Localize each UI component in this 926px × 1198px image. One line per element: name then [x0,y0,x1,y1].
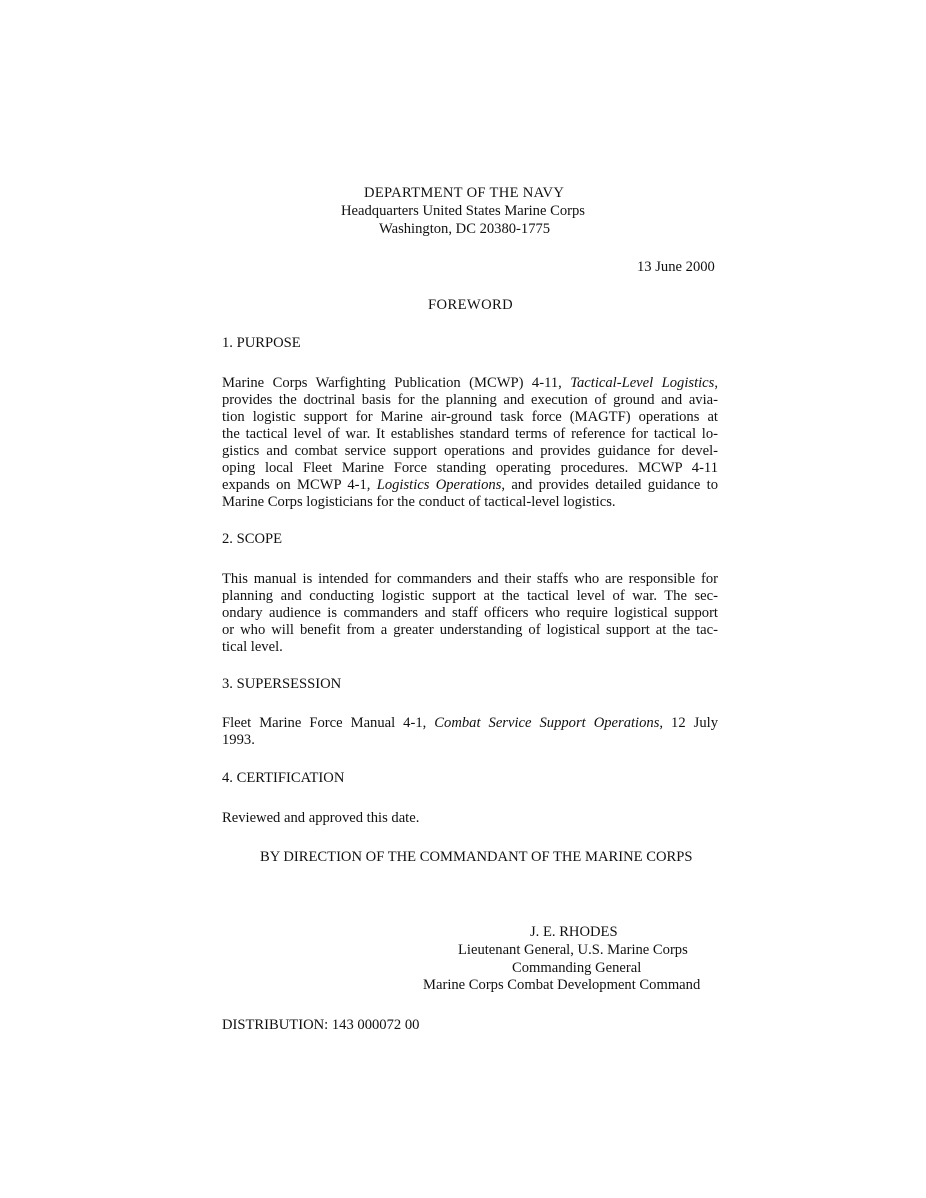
purpose-heading: 1. PURPOSE [222,335,301,351]
purpose-line-6 [222,460,718,478]
purpose-line-1-end: , [714,375,718,391]
purpose-line-4 [222,426,718,444]
scope-line-5: tical level. [222,639,283,655]
purpose-line-8 [222,494,718,512]
purpose-line-5-text: gistics and combat service support operations and provides guidance for devel- [222,443,718,459]
letterhead-headquarters: Headquarters United States Marine Corps [341,203,585,219]
certification-heading: 4. CERTIFICATION [222,770,345,786]
scope-line-1: This manual is intended for commanders and their staffs who are responsible for [222,571,718,587]
scope-line-2: planning and conducting logistic support at the tactical level of war. The sec- [222,588,718,604]
supersession-line-1-text: Fleet Marine Force Manual 4-1, [222,715,435,731]
signature-command: Marine Corps Combat Development Command [423,977,701,993]
signature-rank: Lieutenant General, U.S. Marine Corps [458,942,688,958]
signature-position: Commanding General [512,960,642,976]
purpose-line-2 [222,392,718,410]
scope-heading: 2. SCOPE [222,531,283,547]
purpose-line-6-text: oping local Fleet Marine Force standing operating procedures. MCWP 4-11 [222,460,718,476]
certification-text: Reviewed and approved this date. [222,810,420,826]
scope-line-4: or who will benefit from a greater understanding of logistical support at the tac- [222,622,718,638]
supersession-line-1 [222,715,718,733]
supersession-line-2: 1993. [222,732,255,748]
purpose-publication-title: Tactical-Level Logistics [570,375,715,391]
page-title: FOREWORD [428,297,514,313]
purpose-line-7 [222,477,718,495]
letterhead-address: Washington, DC 20380-1775 [379,221,551,237]
purpose-line-4-text: the tactical level of war. It establishes standard terms of reference for tactical lo- [222,426,718,442]
purpose-line-3-text: tion logistic support for Marine air-ground task force (MAGTF) operations at [222,409,718,425]
purpose-line-3 [222,409,718,427]
supersession-heading: 3. SUPERSESSION [222,676,342,692]
letterhead-department: DEPARTMENT OF THE NAVY [364,185,565,201]
purpose-line-7-text: expands on MCWP 4-1, [222,477,377,493]
supersession-line-1-end: , 12 July [659,715,718,731]
direction-line: BY DIRECTION OF THE COMMANDANT OF THE MARINE CORPS [260,849,693,865]
purpose-line-2-text: provides the doctrinal basis for the planning and execution of ground and avia- [222,392,718,408]
supersession-manual-title: Combat Service Support Operations [434,715,660,731]
purpose-line-8-text: Marine Corps logisticians for the conduct of tactical-level logistics. [222,494,616,510]
purpose-line-1 [222,375,718,393]
signature-name: J. E. RHODES [530,924,618,940]
document-date: 13 June 2000 [637,259,715,275]
purpose-reference-title: Logistics Operations [376,477,502,493]
purpose-line-1-text: Marine Corps Warfighting Publication (MCWP) 4-11, [222,375,571,391]
distribution-line: DISTRIBUTION: 143 000072 00 [222,1017,420,1033]
purpose-line-5 [222,443,718,461]
scope-line-3: ondary audience is commanders and staff officers who require logistical support [222,605,718,621]
purpose-line-7-end: , and provides detailed guidance to [501,477,719,493]
